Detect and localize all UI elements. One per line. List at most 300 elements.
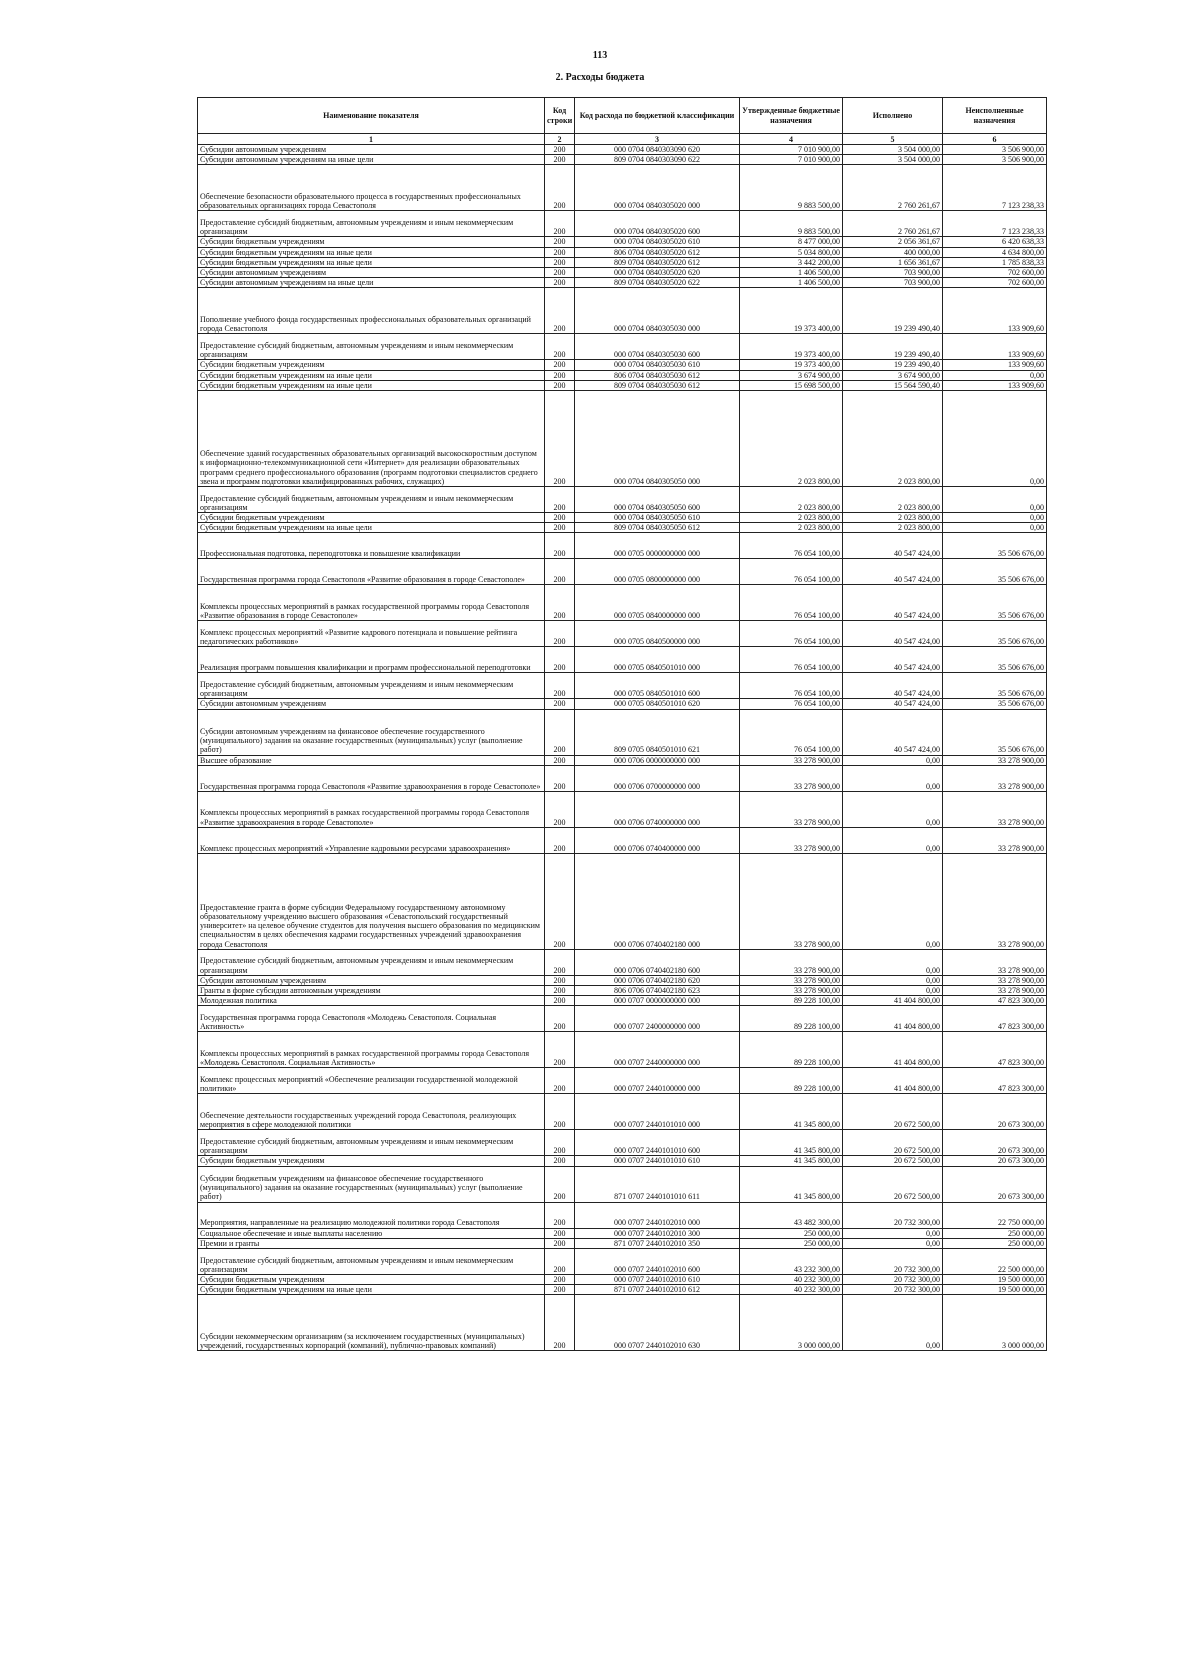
row-line-code-cell: 200	[545, 278, 575, 288]
row-budget-code-cell: 000 0704 0840305020 000	[575, 165, 740, 211]
row-name-cell: Комплексы процессных мероприятий в рамках государственной программы города Севастополя «Молодежь Севастополя. Социальная Активность»	[198, 1032, 545, 1068]
table-body	[198, 145, 1047, 1351]
row-name-cell: Субсидии автономным учреждениям на финансовое обеспечение государственного (муниципального) задания на оказание государственных (муниципальных) услуг (выполнение работ)	[198, 709, 545, 755]
row-approved-cell: 2 023 800,00	[740, 523, 843, 533]
table-row	[198, 699, 1047, 709]
row-approved-cell: 19 373 400,00	[740, 360, 843, 370]
table-row	[198, 1156, 1047, 1166]
row-budget-code-cell: 000 0705 0840501010 600	[575, 673, 740, 699]
row-budget-code-cell: 806 0704 0840305030 612	[575, 370, 740, 380]
row-budget-code-cell: 000 0704 0840305050 610	[575, 513, 740, 523]
row-executed-cell: 40 547 424,00	[843, 673, 943, 699]
row-approved-cell: 89 228 100,00	[740, 1068, 843, 1094]
table-row	[198, 585, 1047, 621]
row-approved-cell: 33 278 900,00	[740, 986, 843, 996]
row-line-code-cell: 200	[545, 268, 575, 278]
row-unexecuted-cell: 35 506 676,00	[943, 559, 1047, 585]
row-budget-code-cell: 000 0706 0000000000 000	[575, 755, 740, 765]
row-budget-code-cell: 809 0704 0840305050 612	[575, 523, 740, 533]
row-line-code-cell: 200	[545, 1228, 575, 1238]
table-row	[198, 1006, 1047, 1032]
row-budget-code-cell: 000 0704 0840305050 000	[575, 391, 740, 487]
row-executed-cell: 0,00	[843, 1295, 943, 1351]
table-row	[198, 765, 1047, 791]
row-unexecuted-cell: 22 750 000,00	[943, 1202, 1047, 1228]
row-line-code-cell: 200	[545, 1166, 575, 1202]
row-budget-code-cell: 000 0705 0840501010 000	[575, 647, 740, 673]
row-name-cell: Молодежная политика	[198, 996, 545, 1006]
row-budget-code-cell: 000 0706 0700000000 000	[575, 765, 740, 791]
row-unexecuted-cell: 35 506 676,00	[943, 585, 1047, 621]
row-unexecuted-cell: 35 506 676,00	[943, 699, 1047, 709]
row-executed-cell: 2 023 800,00	[843, 513, 943, 523]
row-name-cell: Премии и гранты	[198, 1238, 545, 1248]
row-name-cell: Субсидии автономным учреждениям на иные цели	[198, 155, 545, 165]
row-budget-code-cell: 000 0704 0840305030 600	[575, 334, 740, 360]
row-line-code-cell: 200	[545, 334, 575, 360]
row-approved-cell: 3 674 900,00	[740, 370, 843, 380]
table-row	[198, 1094, 1047, 1130]
row-unexecuted-cell: 133 909,60	[943, 334, 1047, 360]
row-unexecuted-cell: 7 123 238,33	[943, 165, 1047, 211]
row-line-code-cell: 200	[545, 487, 575, 513]
row-name-cell: Предоставление субсидий бюджетным, автономным учреждениям и иным некоммерческим организациям	[198, 673, 545, 699]
row-name-cell: Социальное обеспечение и иные выплаты населению	[198, 1228, 545, 1238]
table-row	[198, 257, 1047, 267]
row-unexecuted-cell: 20 673 300,00	[943, 1094, 1047, 1130]
header-budget-code: Код расхода по бюджетной классификации	[575, 98, 740, 134]
column-number: 2	[545, 134, 575, 145]
row-budget-code-cell: 806 0706 0740402180 623	[575, 986, 740, 996]
row-approved-cell: 76 054 100,00	[740, 673, 843, 699]
row-unexecuted-cell: 33 278 900,00	[943, 975, 1047, 985]
row-approved-cell: 89 228 100,00	[740, 996, 843, 1006]
row-executed-cell: 0,00	[843, 1238, 943, 1248]
column-number: 1	[198, 134, 545, 145]
row-unexecuted-cell: 47 823 300,00	[943, 1068, 1047, 1094]
row-name-cell: Субсидии бюджетным учреждениям	[198, 1156, 545, 1166]
header-name: Наименование показателя	[198, 98, 545, 134]
row-name-cell: Субсидии бюджетным учреждениям на иные цели	[198, 370, 545, 380]
row-line-code-cell: 200	[545, 709, 575, 755]
row-name-cell: Субсидии автономным учреждениям	[198, 268, 545, 278]
table-row	[198, 1295, 1047, 1351]
row-name-cell: Субсидии бюджетным учреждениям на иные цели	[198, 523, 545, 533]
row-unexecuted-cell: 702 600,00	[943, 268, 1047, 278]
table-row	[198, 827, 1047, 853]
row-executed-cell: 20 672 500,00	[843, 1156, 943, 1166]
row-executed-cell: 20 732 300,00	[843, 1249, 943, 1275]
table-row	[198, 709, 1047, 755]
row-approved-cell: 76 054 100,00	[740, 559, 843, 585]
header-executed: Исполнено	[843, 98, 943, 134]
row-name-cell: Обеспечение зданий государственных образовательных организаций высокоскоростным доступом к информационно-телекоммуникационной сети «Интернет» для реализации образовательных программ среднего профессионального образования (программ подготовки специалистов среднего звена и программ подготовки квалифицированных рабочих, служащих)	[198, 391, 545, 487]
row-name-cell: Гранты в форме субсидии автономным учреждениям	[198, 986, 545, 996]
table-row	[198, 1228, 1047, 1238]
table-row	[198, 278, 1047, 288]
row-executed-cell: 0,00	[843, 975, 943, 985]
row-executed-cell: 19 239 490,40	[843, 288, 943, 334]
row-executed-cell: 15 564 590,40	[843, 380, 943, 390]
table-row	[198, 1166, 1047, 1202]
row-unexecuted-cell: 3 000 000,00	[943, 1295, 1047, 1351]
row-budget-code-cell: 809 0704 0840303090 622	[575, 155, 740, 165]
row-budget-code-cell: 000 0707 0000000000 000	[575, 996, 740, 1006]
table-row	[198, 247, 1047, 257]
row-budget-code-cell: 000 0705 0800000000 000	[575, 559, 740, 585]
row-approved-cell: 3 442 200,00	[740, 257, 843, 267]
row-budget-code-cell: 000 0704 0840305020 620	[575, 268, 740, 278]
row-unexecuted-cell: 19 500 000,00	[943, 1285, 1047, 1295]
row-executed-cell: 0,00	[843, 986, 943, 996]
row-name-cell: Комплексы процессных мероприятий в рамках государственной программы города Севастополя «Развитие образования в городе Севастополе»	[198, 585, 545, 621]
row-budget-code-cell: 000 0704 0840303090 620	[575, 145, 740, 155]
row-approved-cell: 19 373 400,00	[740, 334, 843, 360]
row-unexecuted-cell: 47 823 300,00	[943, 1006, 1047, 1032]
header-unexecuted: Неисполненные назначения	[943, 98, 1047, 134]
row-line-code-cell: 200	[545, 523, 575, 533]
row-executed-cell: 2 023 800,00	[843, 487, 943, 513]
row-budget-code-cell: 871 0707 2440102010 350	[575, 1238, 740, 1248]
row-name-cell: Субсидии бюджетным учреждениям	[198, 237, 545, 247]
row-budget-code-cell: 000 0706 0740000000 000	[575, 791, 740, 827]
row-approved-cell: 40 232 300,00	[740, 1285, 843, 1295]
table-row	[198, 1130, 1047, 1156]
row-name-cell: Субсидии бюджетным учреждениям на иные цели	[198, 380, 545, 390]
row-budget-code-cell: 000 0707 2440000000 000	[575, 1032, 740, 1068]
column-number: 3	[575, 134, 740, 145]
row-approved-cell: 43 482 300,00	[740, 1202, 843, 1228]
row-approved-cell: 89 228 100,00	[740, 1006, 843, 1032]
row-line-code-cell: 200	[545, 975, 575, 985]
row-executed-cell: 41 404 800,00	[843, 1068, 943, 1094]
table-row	[198, 533, 1047, 559]
table-row	[198, 1249, 1047, 1275]
row-line-code-cell: 200	[545, 237, 575, 247]
table-row	[198, 1068, 1047, 1094]
row-budget-code-cell: 000 0706 0740402180 000	[575, 853, 740, 949]
row-executed-cell: 0,00	[843, 1228, 943, 1238]
row-name-cell: Субсидии автономным учреждениям	[198, 699, 545, 709]
table-row	[198, 237, 1047, 247]
row-approved-cell: 76 054 100,00	[740, 533, 843, 559]
row-executed-cell: 19 239 490,40	[843, 334, 943, 360]
expenditure-table	[197, 97, 1047, 1351]
row-executed-cell: 2 056 361,67	[843, 237, 943, 247]
row-unexecuted-cell: 4 634 800,00	[943, 247, 1047, 257]
table-row	[198, 513, 1047, 523]
row-line-code-cell: 200	[545, 288, 575, 334]
row-name-cell: Субсидии автономным учреждениям	[198, 145, 545, 155]
row-executed-cell: 703 900,00	[843, 268, 943, 278]
row-line-code-cell: 200	[545, 949, 575, 975]
row-unexecuted-cell: 0,00	[943, 370, 1047, 380]
row-approved-cell: 1 406 500,00	[740, 268, 843, 278]
row-unexecuted-cell: 33 278 900,00	[943, 949, 1047, 975]
row-budget-code-cell: 000 0707 2440102010 300	[575, 1228, 740, 1238]
row-name-cell: Предоставление субсидий бюджетным, автономным учреждениям и иным некоммерческим организациям	[198, 1130, 545, 1156]
table-row	[198, 487, 1047, 513]
row-executed-cell: 40 547 424,00	[843, 585, 943, 621]
row-line-code-cell: 200	[545, 559, 575, 585]
row-unexecuted-cell: 33 278 900,00	[943, 791, 1047, 827]
row-unexecuted-cell: 3 506 900,00	[943, 145, 1047, 155]
row-line-code-cell: 200	[545, 391, 575, 487]
row-approved-cell: 33 278 900,00	[740, 755, 843, 765]
table-row	[198, 288, 1047, 334]
row-unexecuted-cell: 133 909,60	[943, 288, 1047, 334]
row-budget-code-cell: 000 0706 0740400000 000	[575, 827, 740, 853]
row-line-code-cell: 200	[545, 211, 575, 237]
row-unexecuted-cell: 33 278 900,00	[943, 827, 1047, 853]
row-unexecuted-cell: 133 909,60	[943, 360, 1047, 370]
row-unexecuted-cell: 6 420 638,33	[943, 237, 1047, 247]
row-budget-code-cell: 000 0707 2440101010 610	[575, 1156, 740, 1166]
table-row	[198, 1275, 1047, 1285]
row-approved-cell: 76 054 100,00	[740, 647, 843, 673]
row-line-code-cell: 200	[545, 1156, 575, 1166]
table-row	[198, 559, 1047, 585]
row-unexecuted-cell: 0,00	[943, 513, 1047, 523]
row-budget-code-cell: 000 0707 2440102010 610	[575, 1275, 740, 1285]
row-approved-cell: 9 883 500,00	[740, 211, 843, 237]
table-row	[198, 975, 1047, 985]
row-line-code-cell: 200	[545, 986, 575, 996]
row-approved-cell: 2 023 800,00	[740, 513, 843, 523]
row-unexecuted-cell: 19 500 000,00	[943, 1275, 1047, 1285]
row-executed-cell: 1 656 361,67	[843, 257, 943, 267]
row-approved-cell: 40 232 300,00	[740, 1275, 843, 1285]
table-row	[198, 647, 1047, 673]
row-budget-code-cell: 809 0704 0840305020 612	[575, 257, 740, 267]
row-line-code-cell: 200	[545, 1249, 575, 1275]
row-budget-code-cell: 000 0705 0840500000 000	[575, 621, 740, 647]
row-unexecuted-cell: 47 823 300,00	[943, 1032, 1047, 1068]
row-executed-cell: 2 760 261,67	[843, 165, 943, 211]
row-unexecuted-cell: 47 823 300,00	[943, 996, 1047, 1006]
row-line-code-cell: 200	[545, 1238, 575, 1248]
row-unexecuted-cell: 133 909,60	[943, 380, 1047, 390]
row-executed-cell: 40 547 424,00	[843, 621, 943, 647]
row-executed-cell: 20 732 300,00	[843, 1285, 943, 1295]
row-budget-code-cell: 000 0707 2440102010 630	[575, 1295, 740, 1351]
row-unexecuted-cell: 0,00	[943, 391, 1047, 487]
row-unexecuted-cell: 35 506 676,00	[943, 621, 1047, 647]
row-line-code-cell: 200	[545, 247, 575, 257]
row-line-code-cell: 200	[545, 647, 575, 673]
row-approved-cell: 41 345 800,00	[740, 1094, 843, 1130]
row-executed-cell: 400 000,00	[843, 247, 943, 257]
row-line-code-cell: 200	[545, 513, 575, 523]
row-approved-cell: 76 054 100,00	[740, 699, 843, 709]
row-approved-cell: 8 477 000,00	[740, 237, 843, 247]
row-name-cell: Государственная программа города Севастополя «Развитие здравоохранения в городе Севастополе»	[198, 765, 545, 791]
row-name-cell: Субсидии бюджетным учреждениям	[198, 1275, 545, 1285]
row-executed-cell: 0,00	[843, 827, 943, 853]
table-row	[198, 1238, 1047, 1248]
row-budget-code-cell: 000 0707 2440102010 000	[575, 1202, 740, 1228]
row-budget-code-cell: 000 0704 0840305020 600	[575, 211, 740, 237]
row-line-code-cell: 200	[545, 360, 575, 370]
row-budget-code-cell: 000 0705 0840501010 620	[575, 699, 740, 709]
row-line-code-cell: 200	[545, 1202, 575, 1228]
row-line-code-cell: 200	[545, 1295, 575, 1351]
row-name-cell: Государственная программа города Севастополя «Развитие образования в городе Севастополе»	[198, 559, 545, 585]
row-approved-cell: 33 278 900,00	[740, 765, 843, 791]
row-unexecuted-cell: 250 000,00	[943, 1228, 1047, 1238]
row-budget-code-cell: 000 0707 2440100000 000	[575, 1068, 740, 1094]
row-executed-cell: 2 023 800,00	[843, 523, 943, 533]
row-name-cell: Высшее образование	[198, 755, 545, 765]
row-line-code-cell: 200	[545, 755, 575, 765]
row-unexecuted-cell: 33 278 900,00	[943, 755, 1047, 765]
row-approved-cell: 33 278 900,00	[740, 827, 843, 853]
row-unexecuted-cell: 22 500 000,00	[943, 1249, 1047, 1275]
row-approved-cell: 41 345 800,00	[740, 1166, 843, 1202]
row-executed-cell: 2 023 800,00	[843, 391, 943, 487]
row-name-cell: Комплекс процессных мероприятий «Управление кадровыми ресурсами здравоохранения»	[198, 827, 545, 853]
row-executed-cell: 40 547 424,00	[843, 709, 943, 755]
table-row	[198, 1285, 1047, 1295]
row-unexecuted-cell: 33 278 900,00	[943, 853, 1047, 949]
row-name-cell: Субсидии бюджетным учреждениям на иные цели	[198, 257, 545, 267]
row-unexecuted-cell: 20 673 300,00	[943, 1166, 1047, 1202]
row-name-cell: Предоставление субсидий бюджетным, автономным учреждениям и иным некоммерческим организациям	[198, 1249, 545, 1275]
row-budget-code-cell: 000 0706 0740402180 600	[575, 949, 740, 975]
row-approved-cell: 76 054 100,00	[740, 585, 843, 621]
row-unexecuted-cell: 35 506 676,00	[943, 673, 1047, 699]
row-name-cell: Субсидии бюджетным учреждениям на финансовое обеспечение государственного (муниципального) задания на оказание государственных (муниципальных) услуг (выполнение работ)	[198, 1166, 545, 1202]
row-executed-cell: 2 760 261,67	[843, 211, 943, 237]
column-number: 4	[740, 134, 843, 145]
row-unexecuted-cell: 33 278 900,00	[943, 986, 1047, 996]
row-name-cell: Комплекс процессных мероприятий «Обеспечение реализации государственной молодежной политики»	[198, 1068, 545, 1094]
row-name-cell: Субсидии некоммерческим организациям (за исключением государственных (муниципальных) учреждений, государственных корпораций (компаний), публично-правовых компаний)	[198, 1295, 545, 1351]
row-approved-cell: 7 010 900,00	[740, 155, 843, 165]
row-budget-code-cell: 000 0706 0740402180 620	[575, 975, 740, 985]
row-name-cell: Предоставление гранта в форме субсидии Федеральному государственному автономному образовательному учреждению высшего образования «Севастопольский государственный университет» на целевое обучение студентов для получения высшего образования по медицинским специальностям в целях обеспечения кадрами государственных учреждений здравоохранения города Севастополя	[198, 853, 545, 949]
row-name-cell: Субсидии автономным учреждениям	[198, 975, 545, 985]
row-name-cell: Мероприятия, направленные на реализацию молодежной политики города Севастополя	[198, 1202, 545, 1228]
row-unexecuted-cell: 35 506 676,00	[943, 533, 1047, 559]
table-row	[198, 391, 1047, 487]
row-name-cell: Предоставление субсидий бюджетным, автономным учреждениям и иным некоммерческим организациям	[198, 487, 545, 513]
row-approved-cell: 76 054 100,00	[740, 709, 843, 755]
row-approved-cell: 2 023 800,00	[740, 487, 843, 513]
row-line-code-cell: 200	[545, 370, 575, 380]
table-row	[198, 853, 1047, 949]
row-approved-cell: 1 406 500,00	[740, 278, 843, 288]
row-approved-cell: 250 000,00	[740, 1238, 843, 1248]
row-approved-cell: 3 000 000,00	[740, 1295, 843, 1351]
row-line-code-cell: 200	[545, 1068, 575, 1094]
row-budget-code-cell: 000 0705 0840000000 000	[575, 585, 740, 621]
row-executed-cell: 40 547 424,00	[843, 647, 943, 673]
table-row	[198, 370, 1047, 380]
row-name-cell: Реализация программ повышения квалификации и программ профессиональной переподготовки	[198, 647, 545, 673]
row-unexecuted-cell: 3 506 900,00	[943, 155, 1047, 165]
column-number: 5	[843, 134, 943, 145]
table-row	[198, 165, 1047, 211]
row-executed-cell: 3 504 000,00	[843, 155, 943, 165]
row-executed-cell: 0,00	[843, 791, 943, 827]
row-name-cell: Обеспечение безопасности образовательного процесса в государственных профессиональных образовательных организациях города Севастополя	[198, 165, 545, 211]
row-line-code-cell: 200	[545, 1130, 575, 1156]
row-executed-cell: 3 504 000,00	[843, 145, 943, 155]
row-unexecuted-cell: 20 673 300,00	[943, 1130, 1047, 1156]
row-name-cell: Предоставление субсидий бюджетным, автономным учреждениям и иным некоммерческим организациям	[198, 211, 545, 237]
row-budget-code-cell: 871 0707 2440101010 611	[575, 1166, 740, 1202]
row-approved-cell: 7 010 900,00	[740, 145, 843, 155]
row-executed-cell: 40 547 424,00	[843, 533, 943, 559]
row-line-code-cell: 200	[545, 1094, 575, 1130]
row-line-code-cell: 200	[545, 1285, 575, 1295]
row-name-cell: Обеспечение деятельности государственных учреждений города Севастополя, реализующих мероприятия в сфере молодежной политики	[198, 1094, 545, 1130]
row-executed-cell: 40 547 424,00	[843, 559, 943, 585]
row-executed-cell: 20 672 500,00	[843, 1094, 943, 1130]
row-line-code-cell: 200	[545, 791, 575, 827]
row-approved-cell: 250 000,00	[740, 1228, 843, 1238]
row-unexecuted-cell: 7 123 238,33	[943, 211, 1047, 237]
row-executed-cell: 0,00	[843, 853, 943, 949]
row-executed-cell: 41 404 800,00	[843, 1006, 943, 1032]
row-approved-cell: 2 023 800,00	[740, 391, 843, 487]
row-approved-cell: 33 278 900,00	[740, 975, 843, 985]
row-line-code-cell: 200	[545, 585, 575, 621]
table-row	[198, 996, 1047, 1006]
row-approved-cell: 43 232 300,00	[740, 1249, 843, 1275]
page-number: 113	[592, 50, 608, 61]
row-approved-cell: 33 278 900,00	[740, 853, 843, 949]
row-name-cell: Субсидии бюджетным учреждениям	[198, 360, 545, 370]
row-line-code-cell: 200	[545, 673, 575, 699]
table-row	[198, 949, 1047, 975]
row-unexecuted-cell: 702 600,00	[943, 278, 1047, 288]
table-row	[198, 673, 1047, 699]
row-name-cell: Субсидии автономным учреждениям на иные цели	[198, 278, 545, 288]
row-unexecuted-cell: 0,00	[943, 487, 1047, 513]
row-line-code-cell: 200	[545, 853, 575, 949]
row-executed-cell: 0,00	[843, 949, 943, 975]
row-name-cell: Предоставление субсидий бюджетным, автономным учреждениям и иным некоммерческим организациям	[198, 334, 545, 360]
row-executed-cell: 40 547 424,00	[843, 699, 943, 709]
row-unexecuted-cell: 0,00	[943, 523, 1047, 533]
row-executed-cell: 0,00	[843, 765, 943, 791]
row-approved-cell: 15 698 500,00	[740, 380, 843, 390]
header-line-code: Код строки	[545, 98, 575, 134]
row-executed-cell: 20 732 300,00	[843, 1275, 943, 1285]
row-budget-code-cell: 000 0704 0840305020 610	[575, 237, 740, 247]
row-name-cell: Комплексы процессных мероприятий в рамках государственной программы города Севастополя «Развитие здравоохранения в городе Севастополе»	[198, 791, 545, 827]
row-name-cell: Субсидии бюджетным учреждениям на иные цели	[198, 247, 545, 257]
row-executed-cell: 703 900,00	[843, 278, 943, 288]
row-budget-code-cell: 000 0705 0000000000 000	[575, 533, 740, 559]
row-unexecuted-cell: 1 785 838,33	[943, 257, 1047, 267]
row-line-code-cell: 200	[545, 155, 575, 165]
table-header-row	[198, 98, 1047, 134]
row-budget-code-cell: 809 0704 0840305030 612	[575, 380, 740, 390]
row-line-code-cell: 200	[545, 1032, 575, 1068]
row-budget-code-cell: 809 0705 0840501010 621	[575, 709, 740, 755]
row-approved-cell: 5 034 800,00	[740, 247, 843, 257]
table-row	[198, 360, 1047, 370]
table-row	[198, 268, 1047, 278]
row-executed-cell: 20 732 300,00	[843, 1202, 943, 1228]
row-line-code-cell: 200	[545, 1006, 575, 1032]
row-approved-cell: 33 278 900,00	[740, 949, 843, 975]
table-row	[198, 1202, 1047, 1228]
row-budget-code-cell: 000 0707 2440101010 600	[575, 1130, 740, 1156]
